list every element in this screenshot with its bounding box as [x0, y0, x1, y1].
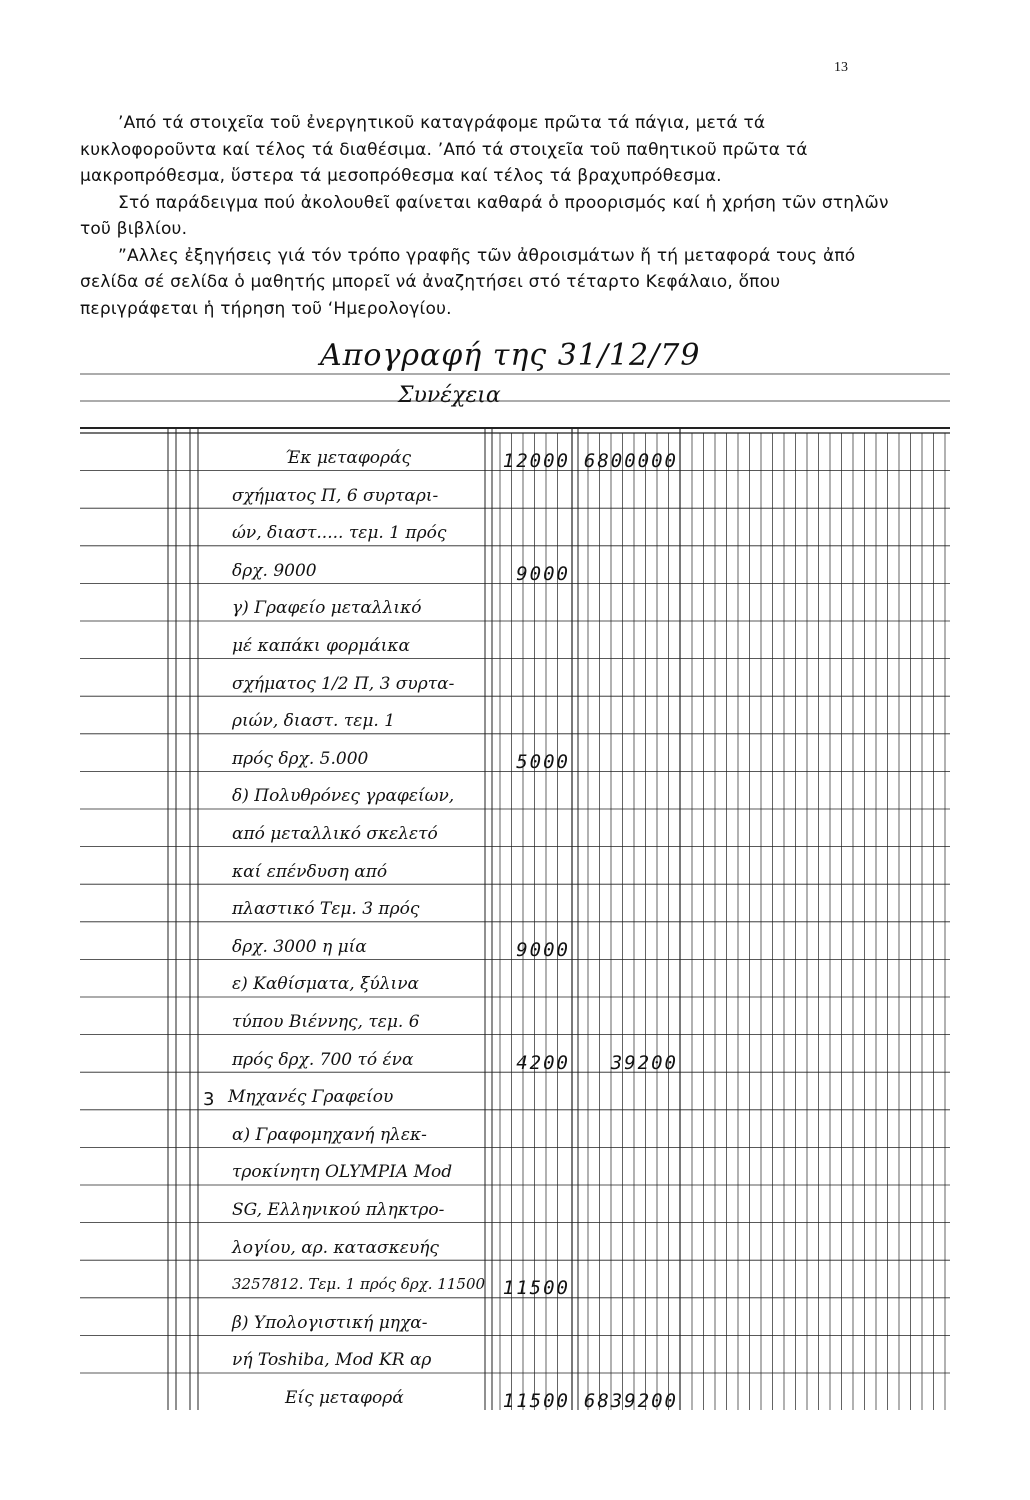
ledger-entry-description: γ) Γραφείο μεταλλικό: [232, 598, 422, 619]
ledger-entry-description: πρός δρχ. 700 τό ένα: [232, 1049, 414, 1070]
ledger-entry-description: Μηχανές Γραφείου: [228, 1087, 394, 1108]
ledger-entry-description: πλαστικό Τεμ. 3 πρός: [232, 899, 420, 920]
ledger-heading: Απογραφή της 31/12/79: [320, 338, 701, 373]
ledger-subheading: Συνέχεια: [398, 383, 501, 408]
ledger-entry-description: ών, διαστ..... τεμ. 1 πρός: [232, 523, 447, 544]
ledger-entry-description: β) Υπολογιστική μηχα-: [232, 1312, 428, 1333]
ledger-entry-description: ε) Καθίσματα, ξύλινα: [232, 974, 420, 995]
ledger-amount-column-2: 6800000: [583, 450, 678, 472]
ledger-amount-column-2: 39200: [610, 1051, 678, 1074]
intro-paragraph: Στό παράδειγμα πού ἀκολουθεῖ φαίνεται καθαρά ὁ προορισμός καί ἡ χρήση τῶν στηλῶν τοῦ βιβλίου.: [80, 192, 889, 239]
ledger-entry-description: δ) Πολυθρόνες γραφείων,: [232, 786, 455, 807]
ledger-amount-column-1: 11500: [502, 1390, 570, 1412]
ledger-entry-description: ριών, διαστ. τεμ. 1: [232, 711, 396, 732]
ledger-entry-description: νή Toshiba, Mod KR αρ: [232, 1350, 432, 1371]
ledger-entry-description: τροκίνητη OLYMPIA Mod: [232, 1162, 453, 1183]
ledger-amount-column-1: 11500: [502, 1277, 570, 1300]
ledger-amount-column-2: 6839200: [583, 1390, 678, 1412]
ledger-amount-column-1: 12000: [502, 450, 570, 472]
ledger-entry-description: από μεταλλικό σκελετό: [232, 824, 438, 844]
ledger-entry-description: σχήματος Π, 6 συρταρι-: [232, 485, 439, 506]
ledger-entry-description: τύπου Βιέννης, τεμ. 6: [232, 1012, 420, 1032]
page-number: 13: [834, 60, 848, 75]
ledger-entry-description: δρχ. 9000: [232, 560, 317, 581]
ledger-entry-description: καί επένδυση από: [232, 861, 388, 882]
ledger-entry-description: δρχ. 3000 η μία: [232, 936, 367, 957]
ledger-amount-column-1: 9000: [516, 938, 570, 961]
ledger-entry-description: α) Γραφομηχανή ηλεκ-: [232, 1124, 427, 1145]
ledger-entry-description: μέ καπάκι φορμάικα: [232, 636, 411, 656]
ledger-amount-column-1: 5000: [516, 750, 570, 773]
ledger-entry-description: σχήματος 1/2 Π, 3 συρτα-: [232, 673, 455, 694]
ledger-entry-description: λογίου, αρ. κατασκευής: [232, 1237, 439, 1258]
intro-paragraph: ”Αλλες ἐξηγήσεις γιά τόν τρόπο γραφῆς τῶν ἀθροισμάτων ἤ τή μεταφορά τους ἀπό σελίδα σέ σελίδα ὁ μαθητής μπορεῖ νά ἀναζητήσει στό τέταρτο Κεφάλαιο, ὅπου περιγράφεται ἡ τήρηση τοῦ ‘Ημερολογίου.: [80, 245, 856, 319]
ledger-entry-description: Έκ μεταφοράς: [285, 448, 412, 468]
ledger-entry-description: SG, Ελληνικού πληκτρο-: [232, 1200, 445, 1220]
intro-paragraph: ’Από τά στοιχεῖα τοῦ ἐνεργητικοῦ καταγράφομε πρῶτα τά πάγια, μετά τά κυκλοφοροῦντα καί τέλος τά διαθέσιμα. ’Από τά στοιχεῖα τοῦ παθητικοῦ πρῶτα τά μακροπρόθεσμα, ὕστερα τά μεσοπρόθεσμα καί τέλος τά βραχυπρόθεσμα.: [80, 113, 808, 186]
ledger-amount-column-1: 9000: [516, 562, 570, 585]
ledger-entry-description: Είς μεταφορά: [285, 1388, 404, 1408]
ledger-amount-column-1: 4200: [516, 1051, 570, 1074]
ledger-entry-number: 3: [203, 1089, 215, 1111]
ledger-entry-description: 3257812. Τεμ. 1 πρός δρχ. 11500: [232, 1275, 486, 1294]
ledger-entry-description: πρός δρχ. 5.000: [232, 748, 369, 769]
